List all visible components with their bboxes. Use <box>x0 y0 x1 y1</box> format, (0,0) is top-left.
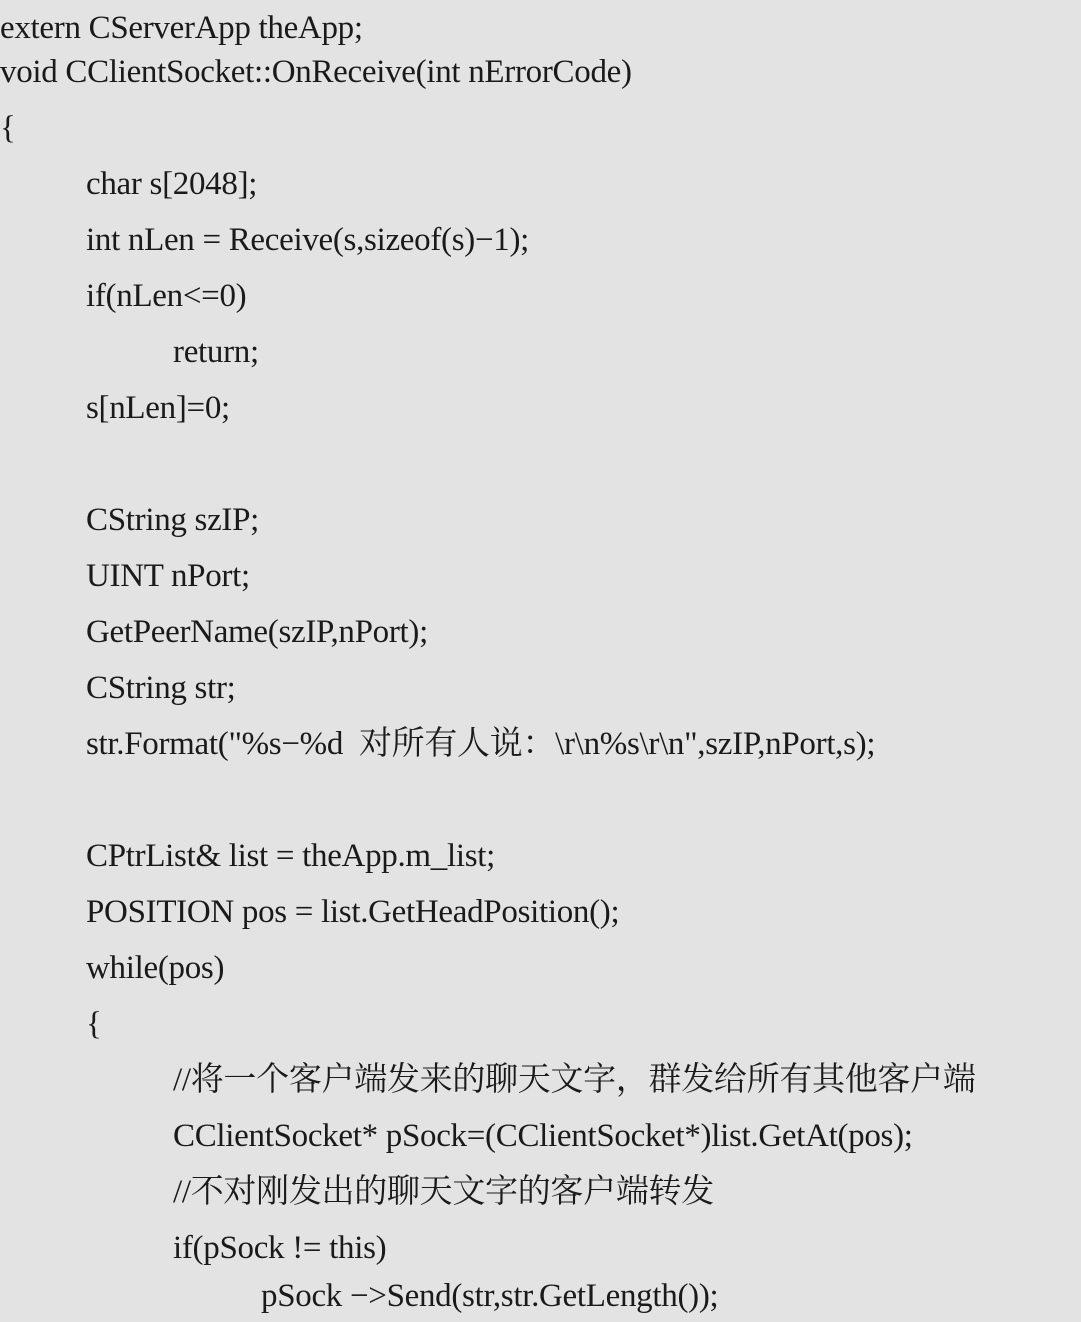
code-line: POSITION pos = list.GetHeadPosition(); <box>86 894 620 930</box>
code-line: GetPeerName(szIP,nPort); <box>86 614 428 650</box>
code-line: CString str; <box>86 670 236 706</box>
code-line: int nLen = Receive(s,sizeof(s)−1); <box>86 222 530 258</box>
code-line: CString szIP; <box>86 502 260 538</box>
code-line: extern CServerApp theApp; <box>0 10 363 46</box>
code-line: UINT nPort; <box>86 558 250 594</box>
code-comment-line: //将一个客户端发来的聊天文字，群发给所有其他客户端 <box>173 1062 976 1098</box>
code-line: { <box>86 1006 102 1042</box>
code-line: void CClientSocket::OnReceive(int nErrorCode) <box>0 54 632 90</box>
code-line: pSock −>Send(str,str.GetLength()); <box>261 1278 719 1314</box>
code-line: while(pos) <box>86 950 225 986</box>
code-comment-line: //不对刚发出的聊天文字的客户端转发 <box>173 1174 714 1210</box>
code-line: char s[2048]; <box>86 166 258 202</box>
code-line: s[nLen]=0; <box>86 390 230 426</box>
code-line: CClientSocket* pSock=(CClientSocket*)list.GetAt(pos); <box>173 1118 913 1154</box>
code-line: CPtrList& list = theApp.m_list; <box>86 838 496 874</box>
code-line: if(nLen<=0) <box>86 278 247 314</box>
code-line: str.Format("%s−%d 对所有人说：\r\n%s\r\n",szIP,nPort,s); <box>86 726 876 762</box>
code-line: return; <box>173 334 259 370</box>
code-line: if(pSock != this) <box>173 1230 387 1266</box>
code-line: { <box>0 110 16 146</box>
